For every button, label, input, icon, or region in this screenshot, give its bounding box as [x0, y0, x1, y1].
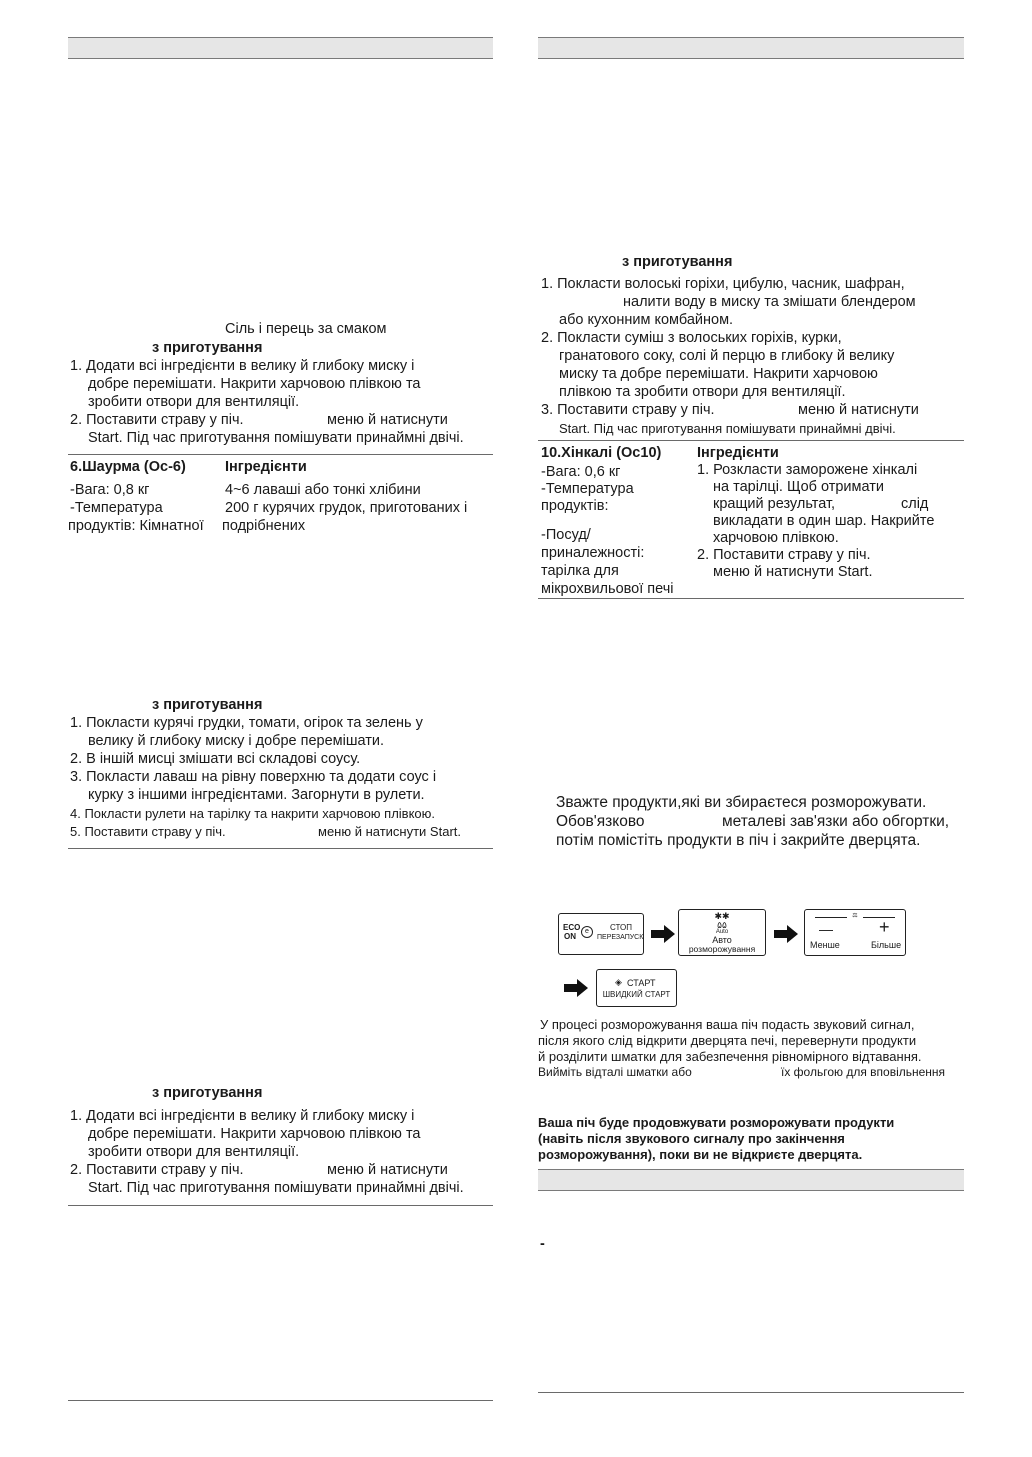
- quick-start-label: ШВИДКИЙ СТАРТ: [602, 990, 671, 999]
- left-divider-3: [68, 1205, 493, 1206]
- khinkali-step3b: слід: [901, 496, 929, 512]
- r-method1-line6: миску та добре перемішати. Накрити харчовою: [559, 366, 878, 382]
- bold-note-1: Ваша піч буде продовжувати розморожувати продукти: [538, 1115, 895, 1130]
- method1-line3: зробити отвори для вентиляції.: [88, 394, 300, 410]
- arrow-right-icon: [651, 925, 675, 943]
- method2-title: з приготування: [152, 697, 263, 713]
- defrost-paragraph-2b: металеві зав'язки або обгортки,: [722, 813, 950, 830]
- method1-line4b: меню й натиснути: [327, 412, 448, 428]
- defrost-label: розморожування: [688, 944, 756, 954]
- auto-label: Авто: [712, 935, 732, 945]
- khinkali-step5: харчовою плівкою.: [713, 530, 839, 546]
- khinkali-title: 10.Хінкалі (Ос10): [541, 445, 662, 461]
- method2-line2: велику й глибоку миску і добре перемішати.: [88, 733, 385, 749]
- khinkali-temp1: -Температура: [541, 481, 634, 497]
- minus-icon: —: [819, 921, 833, 937]
- method2-line6: 4. Покласти рулети на тарілку та накрити харчовою плівкою.: [70, 806, 436, 821]
- method1-line1: 1. Додати всі інгредієнти в велику й глибоку миску і: [70, 358, 415, 374]
- right-divider-2: [538, 598, 964, 599]
- shawarma-ingredient-1: 4~6 лаваші або тонкі хлібини: [225, 482, 421, 498]
- left-footer-line: [68, 1400, 493, 1401]
- r-method1-line8b: меню й натиснути: [798, 402, 919, 418]
- defrost-paragraph-2a: Обов'язково: [556, 813, 645, 830]
- method1-title: з приготування: [152, 340, 263, 356]
- khinkali-step3a: кращий результат,: [713, 496, 836, 512]
- r-method1-line7: плівкою та зробити отвори для вентиляції.: [559, 384, 846, 400]
- left-divider-1: [68, 454, 493, 455]
- shawarma-ingredient-2: 200 г курячих грудок, приготованих і: [225, 500, 468, 516]
- method2-line4: 3. Покласти лаваш на рівну поверхню та додати соус і: [70, 769, 437, 785]
- khinkali-temp2: продуктів:: [541, 498, 609, 514]
- auto-defrost-button: [678, 909, 766, 956]
- method3-line2: добре перемішати. Накрити харчовою плівкою та: [88, 1126, 421, 1142]
- r-method1-line5: гранатового соку, солі й перцю в глибоку й велику: [559, 348, 895, 364]
- defrost-paragraph-1: Зважте продукти,які ви збираєтеся розморожувати.: [556, 794, 927, 811]
- salt-pepper-text: Сіль і перець за смаком: [225, 321, 387, 337]
- shawarma-ingredient-3: подрібнених: [222, 518, 306, 534]
- start-icon: ◈: [615, 977, 622, 987]
- method2-line1: 1. Покласти курячі грудки, томати, огірок та зелень у: [70, 715, 423, 731]
- shawarma-title: 6.Шаурма (Ос-6): [70, 459, 186, 475]
- khinkali-step6: 2. Поставити страву у піч.: [697, 547, 871, 563]
- start-label: СТАРТ: [627, 978, 656, 988]
- method3-line4a: 2. Поставити страву у піч.: [70, 1162, 244, 1178]
- method3-line4b: меню й натиснути: [327, 1162, 448, 1178]
- stop-label: СТОП: [609, 923, 632, 932]
- r-method1-line8a: 3. Поставити страву у піч.: [541, 402, 715, 418]
- info-line-4a: Вийміть відталі шматки або: [538, 1065, 692, 1079]
- shawarma-temp: -Температура: [70, 500, 163, 516]
- method2-line5: курку з іншими інгредієнтами. Загорнути в рулети.: [88, 787, 425, 803]
- khinkali-dish1: -Посуд/: [541, 527, 591, 543]
- right-divider-1: [538, 440, 964, 441]
- method2-line7a: 5. Поставити страву у піч.: [70, 824, 226, 839]
- left-divider-2: [68, 848, 493, 849]
- r-method1-line9: Start. Під час приготування помішувати принаймні двічі.: [559, 421, 896, 436]
- info-line-2: після якого слід відкрити дверцята печі, перевернути продукти: [538, 1033, 917, 1048]
- defrost-paragraph-3: потім помістіть продукти в піч і закрийте дверцята.: [556, 832, 921, 849]
- left-header-bar: [68, 37, 493, 59]
- method2-line7b: меню й натиснути Start.: [318, 824, 461, 839]
- r-method1-title: з приготування: [622, 254, 733, 270]
- info-line-1: У процесі розморожування ваша піч подасть звуковий сигнал,: [540, 1017, 915, 1032]
- info-line-4b: їх фольгою для вповільнення: [781, 1065, 946, 1079]
- khinkali-dish2: приналежності:: [541, 545, 645, 561]
- method3-title: з приготування: [152, 1085, 263, 1101]
- weight-indicator-icon: ⚖: [847, 912, 863, 922]
- khinkali-weight: -Вага: 0,6 кг: [541, 464, 621, 480]
- khinkali-step4: викладати в один шар. Накрийте: [713, 513, 935, 529]
- khinkali-dish4: мікрохвильової печі: [541, 581, 674, 597]
- khinkali-step7: меню й натиснути Start.: [713, 564, 873, 580]
- arrow-right-icon: [774, 925, 798, 943]
- right-section-bar: [538, 1169, 964, 1191]
- method3-line3: зробити отвори для вентиляції.: [88, 1144, 300, 1160]
- r-method1-line3: або кухонним комбайном.: [559, 312, 734, 328]
- method1-line5: Start. Під час приготування помішувати принаймні двічі.: [88, 430, 464, 446]
- more-label: Більше: [871, 940, 902, 950]
- eco-stop-button: [558, 913, 644, 955]
- less-label: Менше: [810, 940, 840, 950]
- khinkali-dish3: тарілка для: [541, 563, 619, 579]
- eco-label: ECO: [563, 923, 581, 932]
- method3-line5: Start. Під час приготування помішувати принаймні двічі.: [88, 1180, 464, 1196]
- method3-line1: 1. Додати всі інгредієнти в велику й глибоку миску і: [70, 1108, 415, 1124]
- r-method1-line2: налити воду в миску та змішати блендером: [623, 294, 916, 310]
- bold-note-2: (навіть після звукового сигналу про закінчення: [538, 1131, 845, 1146]
- dash-mark: -: [540, 1236, 545, 1252]
- restart-label: ПЕРЕЗАПУСК: [597, 934, 644, 941]
- right-footer-line: [538, 1392, 964, 1393]
- shawarma-temp2: продуктів: Кімнатної: [68, 518, 204, 534]
- method1-line2: добре перемішати. Накрити харчовою плівкою та: [88, 376, 421, 392]
- khinkali-step1: 1. Розкласти заморожене хінкалі: [697, 462, 918, 478]
- method2-line3: 2. В іншій мисці змішати всі складові соусу.: [70, 751, 361, 767]
- r-method1-line4: 2. Покласти суміш з волоських горіхів, курки,: [541, 330, 842, 346]
- bold-note-3: розморожування), поки ви не відкриєте дверцята.: [538, 1147, 863, 1162]
- info-line-3: й розділити шматки для забезпечення рівномірного відтавання.: [538, 1049, 922, 1064]
- arrow-right-icon: [564, 979, 588, 997]
- method1-line4a: 2. Поставити страву у піч.: [70, 412, 244, 428]
- less-more-button: [804, 909, 906, 956]
- plus-icon: +: [879, 917, 890, 937]
- khinkali-step2: на тарілці. Щоб отримати: [713, 479, 884, 495]
- right-header-bar: [538, 37, 964, 59]
- r-method1-line1: 1. Покласти волоські горіхи, цибулю, часник, шафран,: [541, 276, 905, 292]
- shawarma-ingredients-title: Інгредієнти: [225, 459, 307, 475]
- shawarma-weight: -Вага: 0,8 кг: [70, 482, 150, 498]
- snowflake-drops-icon: ✱✱ ۵۵: [714, 911, 730, 930]
- khinkali-ingredients-title: Інгредієнти: [697, 445, 779, 461]
- auto-small-label: Auto: [715, 929, 729, 935]
- on-label: ON: [564, 932, 576, 941]
- start-button: [596, 969, 677, 1007]
- eco-power-icon: e: [581, 926, 593, 938]
